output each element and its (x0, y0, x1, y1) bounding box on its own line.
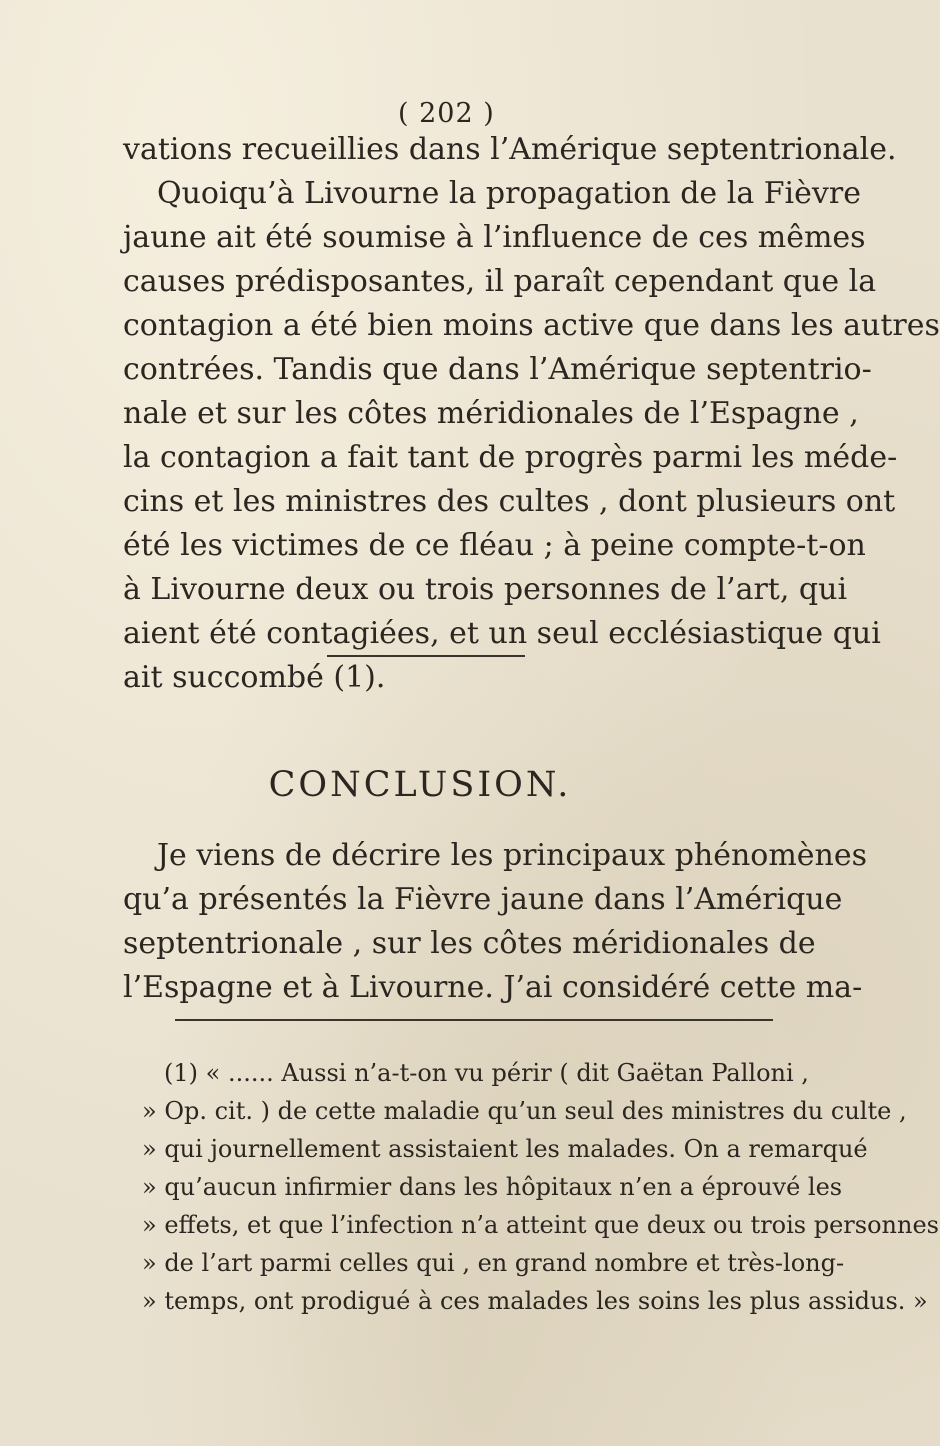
footnote-line: » qui journellement assistaient les malades. On a remarqué (142, 1135, 868, 1163)
text-line: l’Espagne et à Livourne. J’ai considéré cette ma- (123, 970, 863, 1005)
text-line: la contagion a fait tant de progrès parmi les méde- (123, 440, 898, 475)
text-line: à Livourne deux ou trois personnes de l’art, qui (123, 572, 848, 607)
section-divider (327, 655, 525, 657)
text-line: causes prédisposantes, il paraît cependant que la (123, 264, 877, 299)
body-paragraph (123, 128, 940, 700)
conclusion-paragraph (123, 834, 868, 1010)
text-line: nale et sur les côtes méridionales de l’Espagne , (123, 396, 859, 431)
footnote-line: » temps, ont prodigué à ces malades les soins les plus assidus. » (142, 1287, 928, 1315)
footnote-line: » qu’aucun infirmier dans les hôpitaux n’en a éprouvé les (142, 1173, 843, 1201)
text-line: vations recueillies dans l’Amérique septentrionale. (123, 132, 897, 167)
footnote-line: » effets, et que l’infection n’a atteint que deux ou trois personnes (142, 1211, 939, 1239)
footnote (142, 1054, 939, 1320)
section-heading: CONCLUSION. (268, 765, 572, 805)
text-line: Quoiqu’à Livourne la propagation de la Fièvre (157, 176, 861, 211)
text-line: contrées. Tandis que dans l’Amérique septentrio- (123, 352, 872, 387)
text-line: qu’a présentés la Fièvre jaune dans l’Amérique (123, 882, 843, 917)
text-line: été les victimes de ce fléau ; à peine compte-t-on (123, 528, 866, 563)
footnote-line: » Op. cit. ) de cette maladie qu’un seul des ministres du culte , (142, 1097, 907, 1125)
text-line: Je viens de décrire les principaux phénomènes (157, 838, 868, 873)
text-line: contagion a été bien moins active que dans les autres (123, 308, 940, 343)
text-line: cins et les ministres des cultes , dont plusieurs ont (123, 484, 896, 519)
text-line: aient été contagiées, et un seul ecclésiastique qui (123, 616, 881, 651)
page-number: ( 202 ) (398, 98, 495, 129)
text-line: jaune ait été soumise à l’influence de ces mêmes (123, 220, 866, 255)
footnote-line: (1) « ...... Aussi n’a-t-on vu périr ( dit Gaëtan Palloni , (164, 1059, 809, 1087)
text-line: ait succombé (1). (123, 660, 386, 695)
footnote-line: » de l’art parmi celles qui , en grand nombre et très-long- (142, 1249, 845, 1277)
text-line: septentrionale , sur les côtes méridionales de (123, 926, 816, 961)
footnote-divider (175, 1019, 773, 1021)
